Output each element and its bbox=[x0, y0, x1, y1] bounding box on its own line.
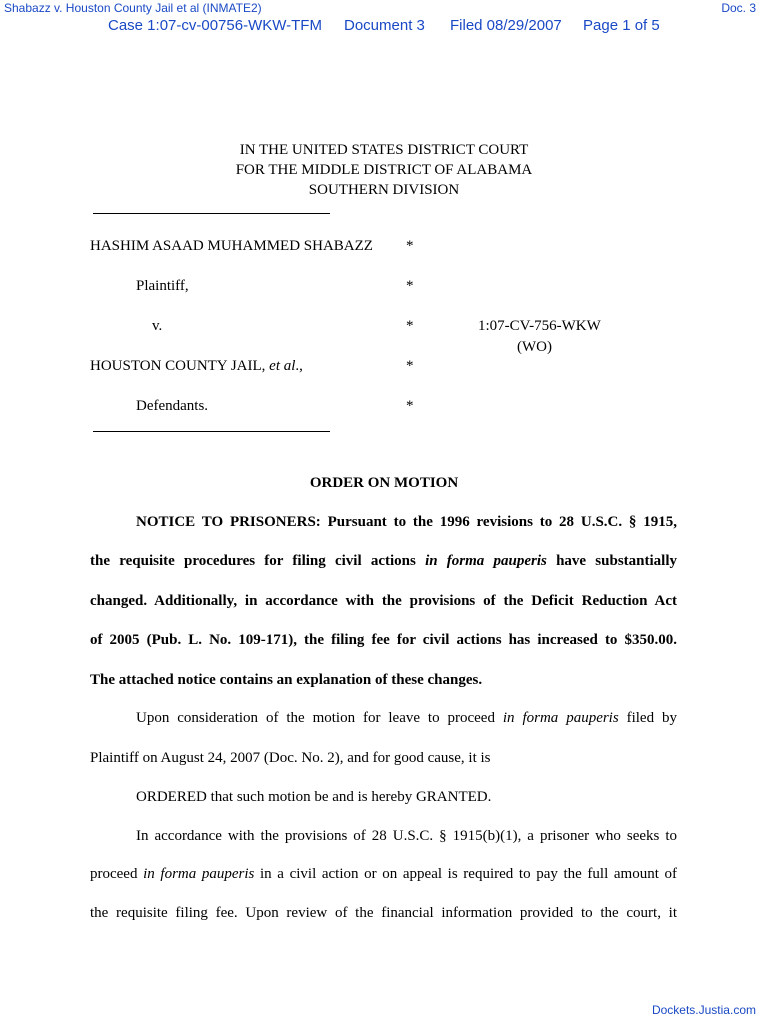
motion-paragraph-line-1: Upon consideration of the motion for leave to proceed in forma pauperis filed by bbox=[136, 710, 677, 726]
caption-star: * bbox=[406, 278, 414, 294]
fee-paragraph-line-3: the requisite filing fee. Upon review of the financial information provided to the court, it bbox=[90, 905, 677, 921]
defendant-role: Defendants. bbox=[136, 398, 209, 414]
court-district: FOR THE MIDDLE DISTRICT OF ALABAMA bbox=[235, 162, 533, 178]
ordered-line: ORDERED that such motion be and is hereby GRANTED. bbox=[136, 789, 492, 805]
caption-top-rule bbox=[93, 213, 330, 214]
court-division: SOUTHERN DIVISION bbox=[308, 182, 460, 198]
caption-star: * bbox=[406, 238, 414, 254]
wo-designation: (WO) bbox=[517, 339, 552, 355]
caption-bottom-rule bbox=[93, 431, 330, 432]
versus: v. bbox=[152, 318, 163, 334]
caption-star: * bbox=[406, 398, 414, 414]
fee-paragraph-line-2: proceed in forma pauperis in a civil action or on appeal is required to pay the full amount of bbox=[90, 866, 678, 882]
fee-paragraph-line-1: In accordance with the provisions of 28 U.S.C. § 1915(b)(1), a prisoner who seeks to bbox=[136, 828, 677, 844]
justia-link[interactable]: Dockets.Justia.com bbox=[651, 1003, 756, 1017]
order-title: ORDER ON MOTION bbox=[309, 475, 459, 491]
defendant-name: HOUSTON COUNTY JAIL, et al., bbox=[90, 358, 303, 374]
notice-line-1: NOTICE TO PRISONERS: Pursuant to the 1996 revisions to 28 U.S.C. § 1915, bbox=[136, 514, 677, 530]
notice-line-2: the requisite procedures for filing civil actions in forma pauperis have substantially bbox=[90, 553, 678, 569]
plaintiff-role: Plaintiff, bbox=[136, 278, 189, 294]
case-number: Case 1:07-cv-00756-WKW-TFM bbox=[108, 17, 322, 34]
filed-date: Filed 08/29/2007 bbox=[450, 17, 562, 34]
page-indicator: Page 1 of 5 bbox=[583, 17, 660, 34]
notice-line-4: of 2005 (Pub. L. No. 109-171), the filing fee for civil actions has increased to $350.00. bbox=[90, 632, 677, 648]
case-no: 1:07-CV-756-WKW bbox=[478, 318, 601, 334]
document-number: Document 3 bbox=[344, 17, 425, 34]
notice-line-3: changed. Additionally, in accordance with the provisions of the Deficit Reduction Act bbox=[90, 593, 677, 609]
caption-star: * bbox=[406, 318, 414, 334]
docket-title-link[interactable]: Shabazz v. Houston County Jail et al (INMATE2) bbox=[4, 1, 262, 15]
plaintiff-name: HASHIM ASAAD MUHAMMED SHABAZZ bbox=[90, 238, 373, 254]
caption-star: * bbox=[406, 358, 414, 374]
notice-line-5: The attached notice contains an explanation of these changes. bbox=[90, 672, 483, 688]
motion-paragraph-line-2: Plaintiff on August 24, 2007 (Doc. No. 2), and for good cause, it is bbox=[90, 750, 491, 766]
doc-number-link[interactable]: Doc. 3 bbox=[721, 1, 756, 15]
court-name: IN THE UNITED STATES DISTRICT COURT bbox=[239, 142, 529, 158]
